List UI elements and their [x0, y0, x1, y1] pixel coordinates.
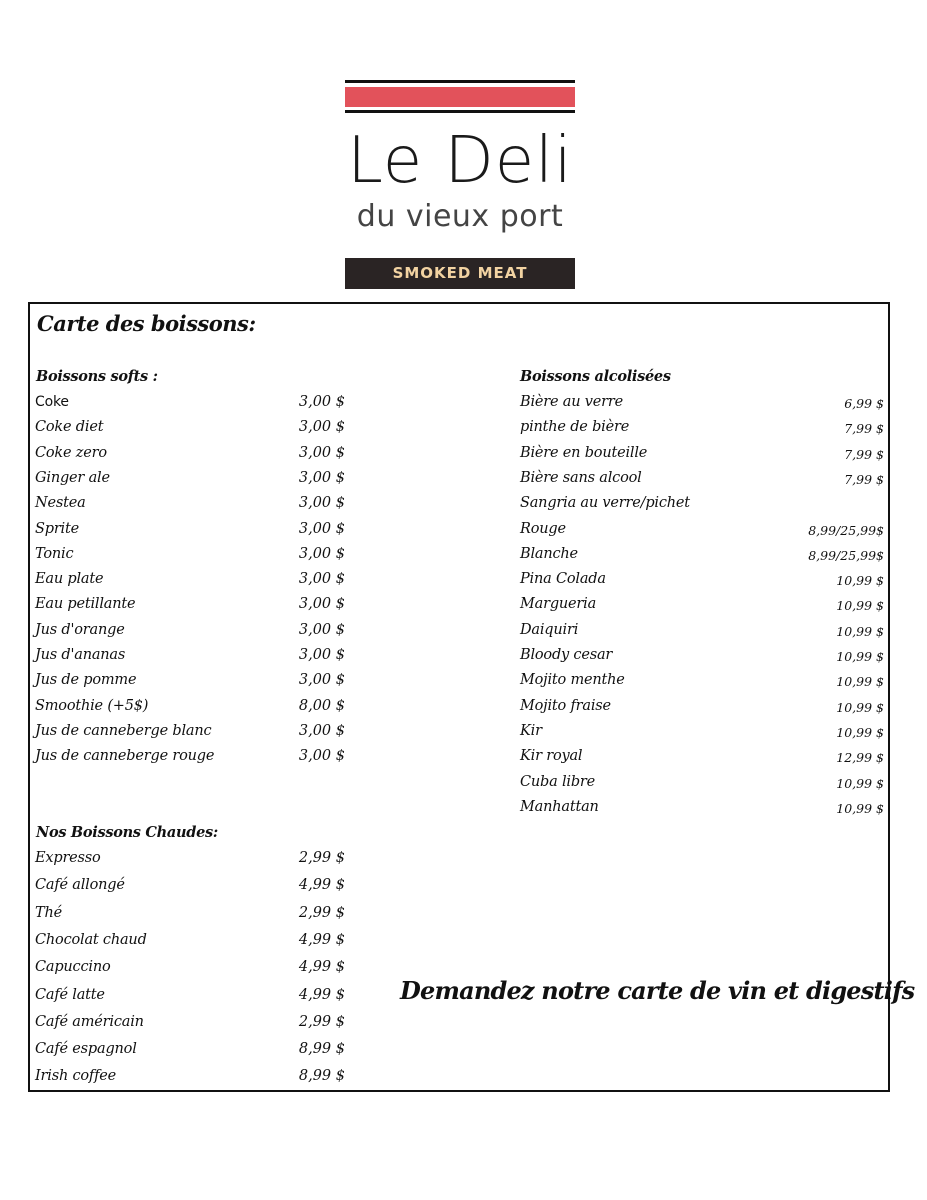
- item-name: Jus de canneberge blanc: [35, 722, 212, 739]
- item-price: 4,99 $: [298, 931, 345, 948]
- item-price: 3,00 $: [298, 672, 345, 689]
- alcohol-item: [520, 546, 886, 568]
- item-price: 3,00 $: [298, 545, 345, 562]
- alcohol-item: [520, 470, 886, 492]
- item-name: Jus d'ananas: [35, 647, 126, 663]
- hot-item: [35, 987, 345, 1009]
- item-price: 10,99 $: [836, 649, 884, 664]
- item-name: Blanche: [520, 545, 578, 562]
- item-name: Bloody cesar: [520, 647, 613, 663]
- item-price: 2,99 $: [298, 904, 345, 921]
- item-name: Sprite: [35, 520, 79, 537]
- item-name: Daiquiri: [520, 621, 579, 638]
- menu-title: Carte des boissons:: [37, 311, 256, 336]
- softs-item: [35, 723, 345, 745]
- alcohol-item: [520, 622, 886, 644]
- item-price: 8,99 $: [298, 1041, 345, 1058]
- item-price: 2,99 $: [298, 850, 345, 866]
- softs-item: [35, 596, 345, 618]
- softs-item: [35, 419, 345, 441]
- item-name: Irish coffee: [35, 1068, 117, 1085]
- item-name: Café américain: [35, 1013, 144, 1030]
- item-price: 10,99 $: [836, 573, 884, 589]
- hot-item: [35, 959, 345, 981]
- alcohol-item: [520, 495, 886, 517]
- item-name: Manhattan: [520, 798, 599, 815]
- item-name: Expresso: [35, 850, 101, 866]
- item-price: 10,99 $: [836, 775, 884, 791]
- item-name: Chocolat chaud: [35, 931, 147, 948]
- item-name: Margueria: [520, 596, 597, 613]
- hot-item: [35, 905, 345, 927]
- item-price: 12,99 $: [836, 750, 884, 766]
- softs-item: [35, 647, 345, 669]
- logo-bottom-rule: [345, 110, 575, 113]
- wine-menu-note: Demandez notre carte de vin et digestifs: [400, 976, 915, 1005]
- item-name: Kir royal: [520, 748, 583, 765]
- item-name: Capuccino: [35, 959, 111, 976]
- item-price: 4,99 $: [298, 986, 345, 1003]
- item-price: 10,99 $: [836, 623, 884, 639]
- item-price: 3,00 $: [298, 520, 345, 537]
- softs-item: [35, 495, 345, 517]
- item-price: 3,00 $: [298, 419, 345, 436]
- alcohol-item: [520, 596, 886, 618]
- item-name: Coke diet: [35, 419, 104, 436]
- item-name: Mojito menthe: [520, 672, 625, 689]
- logo-title: Le Deli: [347, 124, 573, 198]
- logo-banner: SMOKED MEAT: [345, 258, 575, 289]
- hot-item: [35, 1041, 345, 1063]
- hot-drinks-heading: Nos Boissons Chaudes:: [36, 824, 218, 841]
- softs-heading: Boissons softs :: [36, 368, 158, 385]
- item-price: 7,99 $: [844, 446, 884, 462]
- softs-item: [35, 470, 345, 492]
- softs-item: [35, 546, 345, 568]
- item-price: 8,99 $: [298, 1068, 345, 1085]
- item-name: Coke: [35, 394, 69, 410]
- item-price: 7,99 $: [844, 471, 884, 487]
- hot-item: [35, 850, 345, 872]
- item-price: 7,99 $: [844, 421, 884, 437]
- softs-item: [35, 622, 345, 644]
- alcohol-item: [520, 521, 886, 543]
- softs-item: [35, 748, 345, 770]
- alcohol-item: [520, 774, 886, 796]
- item-name: Tonic: [35, 545, 74, 562]
- item-name: Thé: [35, 904, 62, 921]
- item-name: Sangria au verre/pichet: [520, 495, 690, 512]
- alcohol-item: [520, 672, 886, 694]
- item-price: 3,00 $: [298, 596, 345, 613]
- softs-item: [35, 394, 345, 416]
- item-name: Nestea: [35, 495, 86, 512]
- alcohol-item: [520, 419, 886, 441]
- item-name: Ginger ale: [35, 469, 110, 486]
- item-name: Café latte: [35, 986, 105, 1003]
- item-name: Mojito fraise: [520, 697, 611, 714]
- softs-item: [35, 571, 345, 593]
- item-price: 3,00 $: [298, 469, 345, 486]
- item-price: 3,00 $: [298, 722, 345, 739]
- item-price: 3,00 $: [298, 571, 345, 588]
- alcohol-heading: Boissons alcolisées: [520, 368, 671, 385]
- item-name: Café espagnol: [35, 1041, 137, 1058]
- item-price: 10,99 $: [836, 598, 884, 614]
- item-price: 10,99 $: [836, 674, 884, 690]
- item-name: Eau plate: [35, 571, 104, 588]
- logo-top-rule: [345, 80, 575, 83]
- alcohol-item: [520, 698, 886, 720]
- item-price: 4,99 $: [298, 877, 345, 894]
- item-name: Bière au verre: [520, 394, 624, 410]
- logo-subtitle: du vieux port: [356, 199, 564, 234]
- softs-item: [35, 445, 345, 467]
- alcohol-item: [520, 445, 886, 467]
- item-name: Jus de canneberge rouge: [35, 748, 215, 765]
- restaurant-logo: [345, 80, 575, 290]
- softs-item: [35, 698, 345, 720]
- hot-item: [35, 1068, 345, 1090]
- item-price: 3,00 $: [298, 748, 345, 765]
- item-name: Cuba libre: [520, 773, 596, 790]
- item-price: 3,00 $: [298, 444, 345, 461]
- item-price: 8,00 $: [298, 697, 345, 714]
- item-price: 3,00 $: [298, 394, 345, 410]
- alcohol-item: [520, 723, 886, 745]
- item-price: 10,99 $: [836, 724, 884, 740]
- item-name: Eau petillante: [35, 596, 136, 613]
- item-name: pinthe de bière: [520, 419, 630, 436]
- item-price: 6,99 $: [844, 396, 884, 411]
- logo-red-band: [345, 87, 575, 107]
- softs-item: [35, 521, 345, 543]
- item-name: Kir: [520, 722, 542, 739]
- alcohol-item: [520, 571, 886, 593]
- item-price: 8,99/25,99$: [808, 547, 884, 563]
- alcohol-item: [520, 647, 886, 669]
- item-name: Rouge: [520, 520, 566, 537]
- hot-item: [35, 877, 345, 899]
- hot-item: [35, 1014, 345, 1036]
- item-name: Bière sans alcool: [520, 469, 642, 486]
- item-price: 4,99 $: [298, 959, 345, 976]
- item-name: Jus d'orange: [35, 621, 125, 638]
- softs-item: [35, 672, 345, 694]
- item-price: 8,99/25,99$: [808, 522, 884, 538]
- item-price: 3,00 $: [298, 647, 345, 663]
- drinks-menu: [28, 302, 915, 1092]
- item-price: 10,99 $: [836, 800, 884, 816]
- item-price: 3,00 $: [298, 621, 345, 638]
- item-name: Smoothie (+5$): [35, 697, 149, 714]
- alcohol-item: [520, 799, 886, 821]
- item-name: Pina Colada: [520, 571, 606, 588]
- item-name: Bière en bouteille: [520, 444, 648, 461]
- alcohol-item: [520, 748, 886, 770]
- hot-item: [35, 932, 345, 954]
- alcohol-item: [520, 394, 886, 416]
- item-name: Jus de pomme: [35, 672, 137, 689]
- item-price: 2,99 $: [298, 1013, 345, 1030]
- item-price: 10,99 $: [836, 699, 884, 715]
- item-name: Coke zero: [35, 444, 107, 461]
- item-price: 3,00 $: [298, 495, 345, 512]
- item-name: Café allongé: [35, 877, 125, 894]
